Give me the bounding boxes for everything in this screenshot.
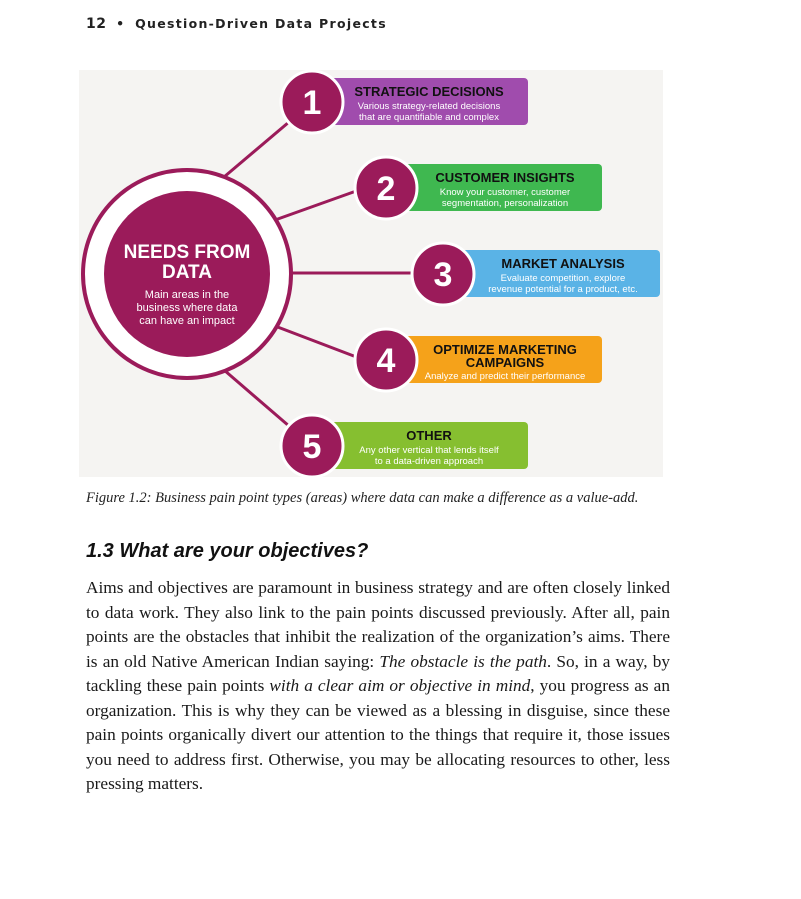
center-sub-line1: Main areas in the — [144, 289, 230, 301]
card-5-title: OTHER — [406, 428, 452, 443]
card-5-desc-line2: to a data-driven approach — [374, 456, 484, 467]
running-title: Question-Driven Data Projects — [135, 16, 387, 31]
card-2-title: CUSTOMER INSIGHTS — [435, 170, 575, 185]
card-3-desc-line1: Evaluate competition, explore — [500, 273, 626, 284]
center-title-line2: DATA — [162, 262, 212, 283]
card-1-title: STRATEGIC DECISIONS — [354, 84, 504, 99]
number-1: 1 — [302, 84, 322, 122]
paragraph-text-3: , you progress as an organization. This is why they can be viewed as a blessing in disguise, since these pain points organically divert our attention to the things that require it, those issues you need to address first. Otherwise, you may be allocating resources to other, less pressing matters. — [86, 676, 670, 793]
needs-from-data-figure — [79, 70, 663, 477]
card-2-desc-line2: segmentation, personalization — [441, 198, 569, 209]
card-3-title: MARKET ANALYSIS — [501, 256, 625, 271]
item-market-analysis — [412, 243, 660, 305]
card-5-desc-line1: Any other vertical that lends itself — [359, 445, 499, 456]
item-other — [281, 415, 528, 477]
card-4-title-line1: OPTIMIZE MARKETING — [433, 342, 577, 357]
card-4-desc: Analyze and predict their performance — [424, 371, 586, 382]
section-heading: 1.3 What are your objectives? — [86, 540, 369, 562]
number-3: 3 — [433, 256, 453, 294]
item-optimize-marketing-campaigns — [355, 329, 602, 391]
connector-1 — [224, 122, 289, 177]
card-3-desc-line2: revenue potential for a product, etc. — [488, 284, 638, 295]
number-4: 4 — [376, 342, 396, 380]
item-customer-insights — [355, 157, 602, 219]
card-1-desc-line2: that are quantifiable and complex — [359, 112, 499, 123]
paragraph-italic-1: The obstacle is the path — [379, 651, 547, 671]
paragraph-italic-2: with a clear aim or objective in mind — [269, 676, 531, 695]
page-number: 12 — [86, 16, 107, 32]
number-5: 5 — [302, 428, 322, 466]
figure-graphic — [79, 70, 663, 477]
card-4-title-line2: CAMPAIGNS — [465, 355, 545, 370]
connector-4 — [275, 326, 359, 358]
center-title-line1: NEEDS FROM — [123, 242, 251, 263]
center-sub-line2: business where data — [136, 302, 238, 314]
paragraph-text-2: . So, in a way, by tackling these pain points — [86, 651, 670, 695]
figure-caption: Figure 1.2: Business pain point types (areas) where data can make a difference as a value-add. — [86, 490, 639, 506]
connector-5 — [224, 370, 289, 426]
paragraph-text-1: Aims and objectives are paramount in business strategy and are often closely linked to data work. They also link to the pain points discussed previously. After all, pain points are the obstacles that inhibit the realization of the organization’s aims. There is an old Native American Indian saying: — [86, 578, 670, 671]
running-header — [86, 16, 387, 32]
card-2-desc-line1: Know your customer, customer — [439, 187, 571, 198]
item-strategic-decisions — [281, 71, 528, 133]
header-separator: • — [116, 16, 126, 31]
card-1-desc-line1: Various strategy-related decisions — [357, 101, 501, 112]
connector-2 — [275, 190, 359, 220]
center-sub-line3: can have an impact — [139, 315, 235, 327]
body-paragraph — [86, 576, 670, 797]
number-2: 2 — [376, 170, 396, 208]
